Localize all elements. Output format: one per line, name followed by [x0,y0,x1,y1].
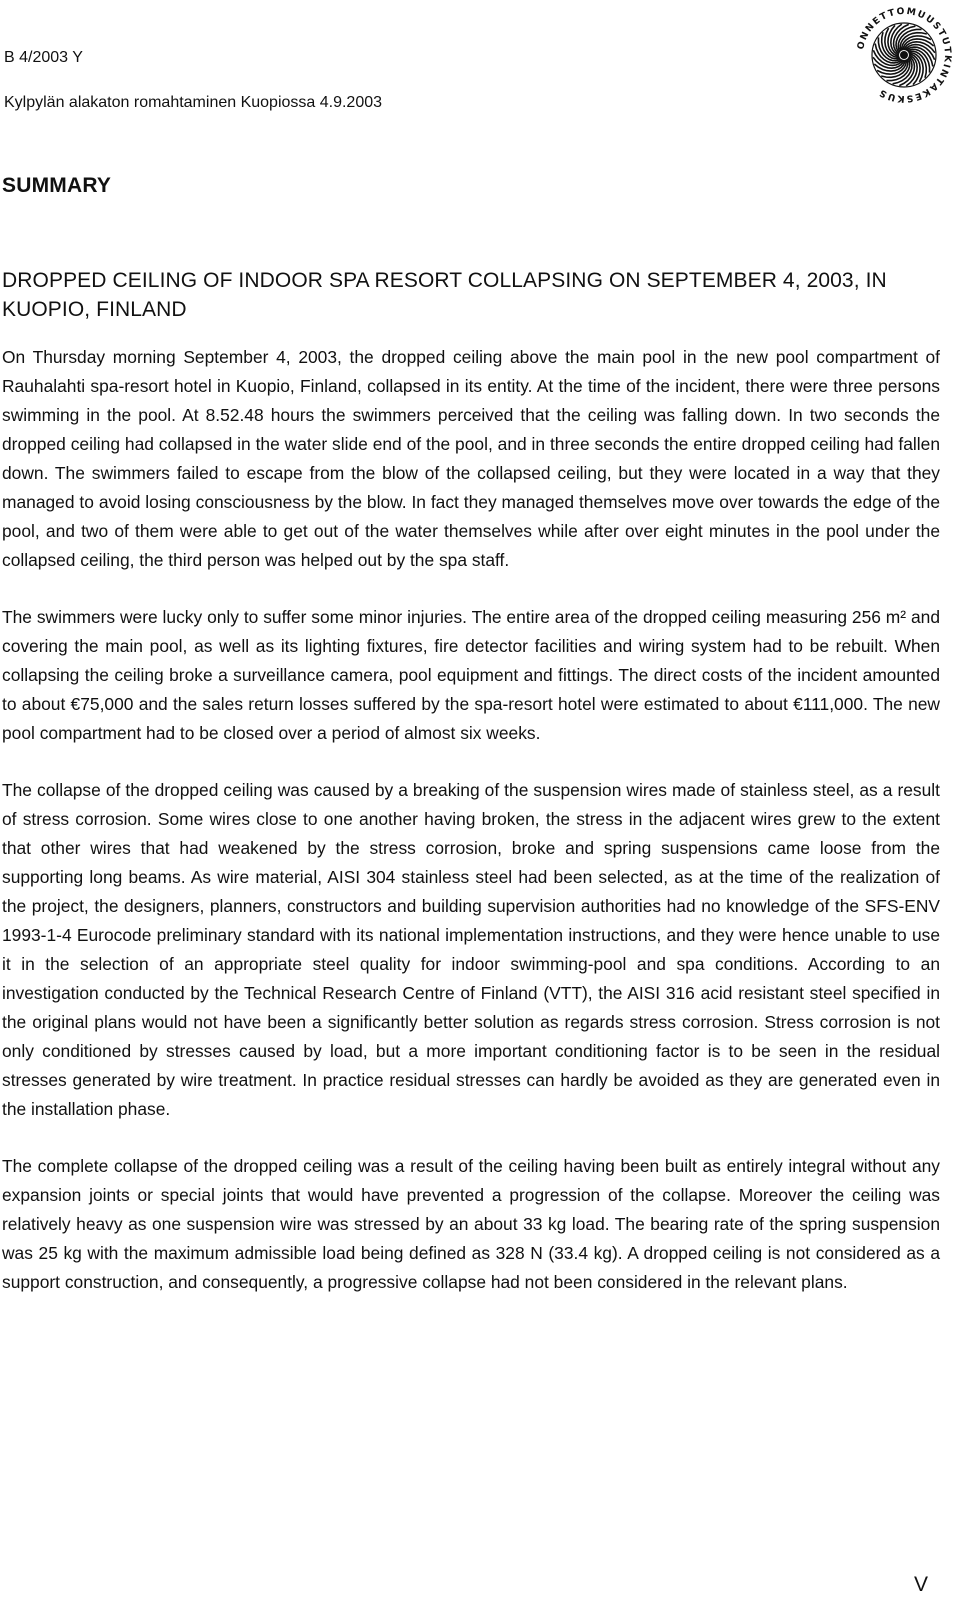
page-number: V [914,1573,929,1596]
paragraph-collapse-mechanism: The complete collapse of the dropped ceiling was a result of the ceiling having been built as entirely integral without any expansion joints or special joints that would have prevented a progression of the collapse. Moreover the ceiling was relatively heavy as one suspension wire was stressed by an about 33 kg load. The bearing rate of the spring suspension was 25 kg with the maximum admissible load being defined as 328 N (33.4 kg). A dropped ceiling is not considered as a support construction, and consequently, a progressive collapse had not been considered in the relevant plans. [2,1156,940,1292]
report-code: B 4/2003 Y [4,49,83,66]
summary-body [2,343,940,1325]
summary-heading: SUMMARY [2,174,112,197]
paragraph-incident: On Thursday morning September 4, 2003, the dropped ceiling above the main pool in the new pool compartment of Rauhalahti spa-resort hotel in Kuopio, Finland, collapsed in its entity. At the time of the incident, there were three persons swimming in the pool. At 8.52.48 hours the swimmers perceived that the ceiling was falling down. In two seconds the dropped ceiling had collapsed in the water slide end of the pool, and in three seconds the entire dropped ceiling had fallen down. The swimmers failed to escape from the blow of the collapsed ceiling, but they were located in a way that they managed to avoid losing consciousness by the blow. In fact they managed themselves move over towards the edge of the pool, and two of them were able to get out of the water themselves while after over eight minutes in the pool under the collapsed ceiling, the third person was helped out by the spa staff. [2,347,940,570]
report-title: DROPPED CEILING OF INDOOR SPA RESORT COLLAPSING ON SEPTEMBER 4, 2003, IN KUOPIO, FINLAND [2,269,887,321]
paragraph-damages: The swimmers were lucky only to suffer some minor injuries. The entire area of the dropped ceiling measuring 256 m² and covering the main pool, as well as its lighting fixtures, fire detector facilities and wiring system had to be rebuilt. When collapsing the ceiling broke a surveillance camera, pool equipment and fittings. The direct costs of the incident amounted to about €75,000 and the sales return losses suffered by the spa-resort hotel were estimated to about €111,000. The new pool compartment had to be closed over a period of almost six weeks. [2,607,940,743]
logo-ring-text: ONNETTOMUUSTUTKINTAKESKUS [855,5,954,105]
paragraph-cause: The collapse of the dropped ceiling was caused by a breaking of the suspension wires made of stainless steel, as a result of stress corrosion. Some wires close to one another having broken, the stress in the adjacent wires grew to the extent that other wires that had weakened by the stress corrosion, broke and spring suspensions came loose from the supporting long beams. As wire material, AISI 304 stainless steel had been selected, as at the time of the realization of the project, the designers, planners, constructors and building supervision authorities had no knowledge of the SFS-ENV 1993-1-4 Eurocode preliminary standard with its national implementation instructions, and they were hence unable to use it in the selection of an appropriate steel quality for indoor swimming-pool and spa conditions. According to an investigation conducted by the Technical Research Centre of Finland (VTT), the AISI 316 acid resistant steel specified in the original plans would not have been a significantly better solution as regards stress corrosion. Stress corrosion is not only conditioned by stresses caused by load, but a more important conditioning factor is to be seen in the residual stresses generated by wire treatment. In practice residual stresses can hardly be avoided as they are generated even in the installation phase. [2,780,940,1119]
report-subtitle: Kylpylän alakaton romahtaminen Kuopiossa 4.9.2003 [4,94,383,111]
agency-seal-logo [852,3,956,107]
